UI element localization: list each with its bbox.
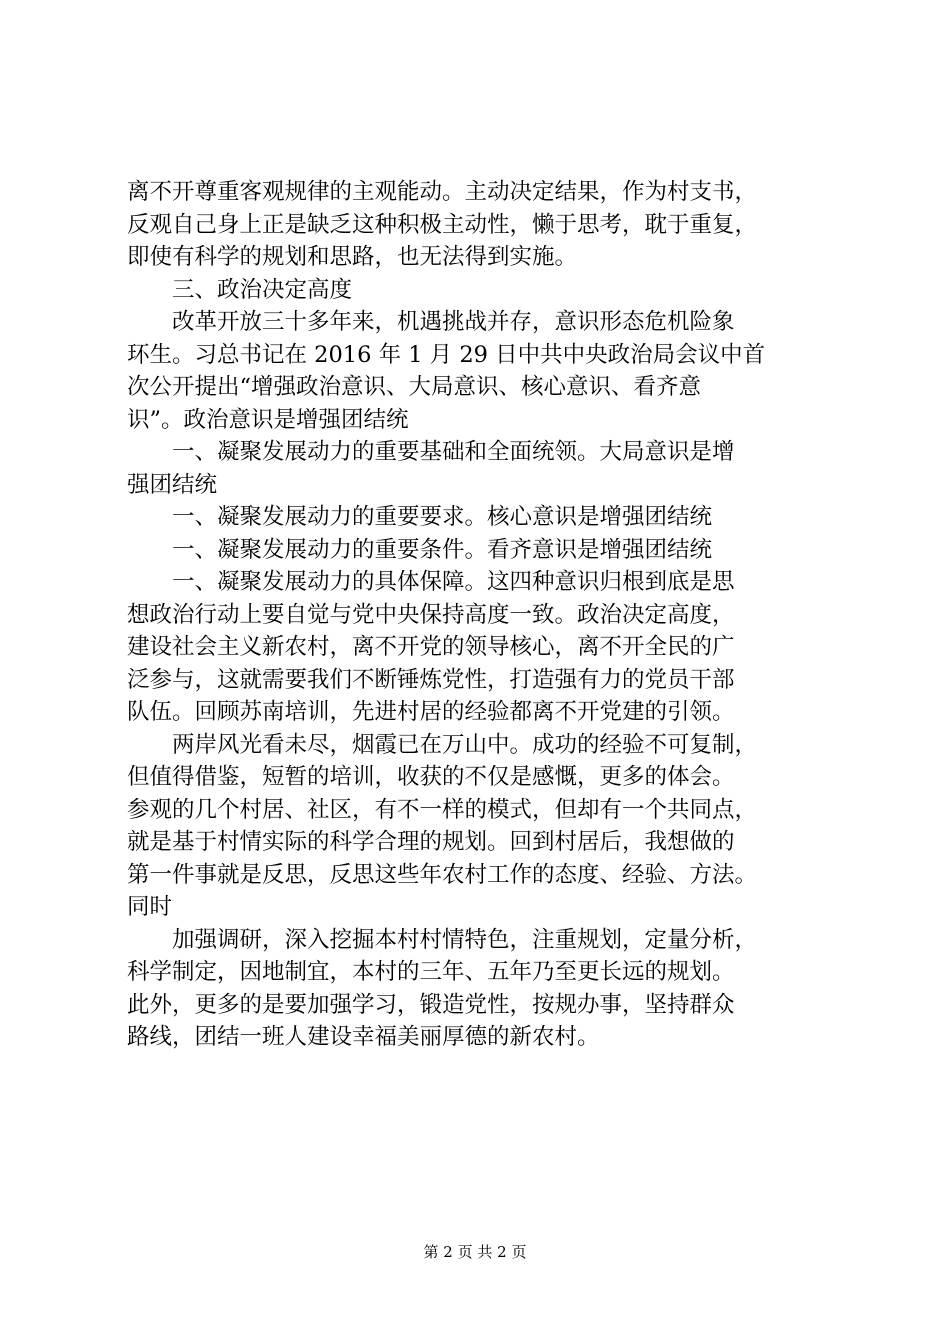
text-line: 第一件事就是反思，反思这些年农村工作的态度、经验、方法。: [127, 861, 758, 888]
text-line: 此外，更多的是要加强学习，锻造党性，按规办事，坚持群众: [127, 991, 735, 1018]
text-line: 即使有科学的规划和思路，也无法得到实施。: [127, 244, 578, 270]
text-line: 参观的几个村居、社区，有不一样的模式，但却有一个共同点，: [127, 796, 758, 823]
text-line: 想政治行动上要自觉与党中央保持高度一致。政治决定高度，: [127, 601, 735, 628]
text-line: 但值得借鉴，短暂的培训，收获的不仅是感慨，更多的体会。: [127, 764, 735, 790]
text-line: 一、凝聚发展动力的具体保障。这四种意识归根到底是思: [127, 569, 735, 595]
text-line: 就是基于村情实际的科学合理的规划。回到村居后，我想做的: [127, 829, 735, 855]
text-line: 识”。政治意识是增强团结统: [127, 406, 409, 433]
text-line: 队伍。回顾苏南培训，先进村居的经验都离不开党建的引领。: [127, 699, 735, 725]
text-line: 建设社会主义新农村，离不开党的领导核心，离不开全民的广: [127, 634, 735, 660]
text-line: 次公开提出“增强政治意识、大局意识、核心意识、看齐意: [127, 374, 702, 400]
text-line: 科学制定，因地制宜，本村的三年、五年乃至更长远的规划。: [127, 959, 735, 985]
text-line: 加强调研，深入挖掘本村村情特色，注重规划，定量分析，: [127, 926, 758, 953]
document-body: [127, 176, 839, 1054]
text-line: 一、凝聚发展动力的重要要求。核心意识是增强团结统: [127, 504, 713, 530]
text-line: 一、凝聚发展动力的重要基础和全面统领。大局意识是增: [127, 439, 735, 465]
text-line: 一、凝聚发展动力的重要条件。看齐意识是增强团结统: [127, 536, 713, 563]
text-line: 反观自己身上正是缺乏这种积极主动性，懒于思考，耽于重复，: [127, 211, 758, 238]
text-line: 同时: [127, 894, 173, 920]
page-number: 第 2 页 共 2 页: [423, 1243, 527, 1261]
text-line: 离不开尊重客观规律的主观能动。主动决定结果，作为村支书，: [127, 179, 758, 205]
text-line: 强团结统: [127, 471, 218, 498]
text-line: 两岸风光看未尽，烟霞已在万山中。成功的经验不可复制，: [127, 731, 758, 758]
text-line: 泛参与，这就需要我们不断锤炼党性，打造强有力的党员干部: [127, 666, 735, 693]
page-footer: [0, 1242, 950, 1262]
text-line: 路线，团结一班人建设幸福美丽厚德的新农村。: [127, 1024, 600, 1050]
text-line: 环生。习总书记在 2016 年 1 月 29 日中共中央政治局会议中首: [127, 341, 766, 368]
section-heading: 三、政治决定高度: [127, 276, 353, 303]
text-line: 改革开放三十多年来，机遇挑战并存，意识形态危机险象: [127, 309, 735, 335]
